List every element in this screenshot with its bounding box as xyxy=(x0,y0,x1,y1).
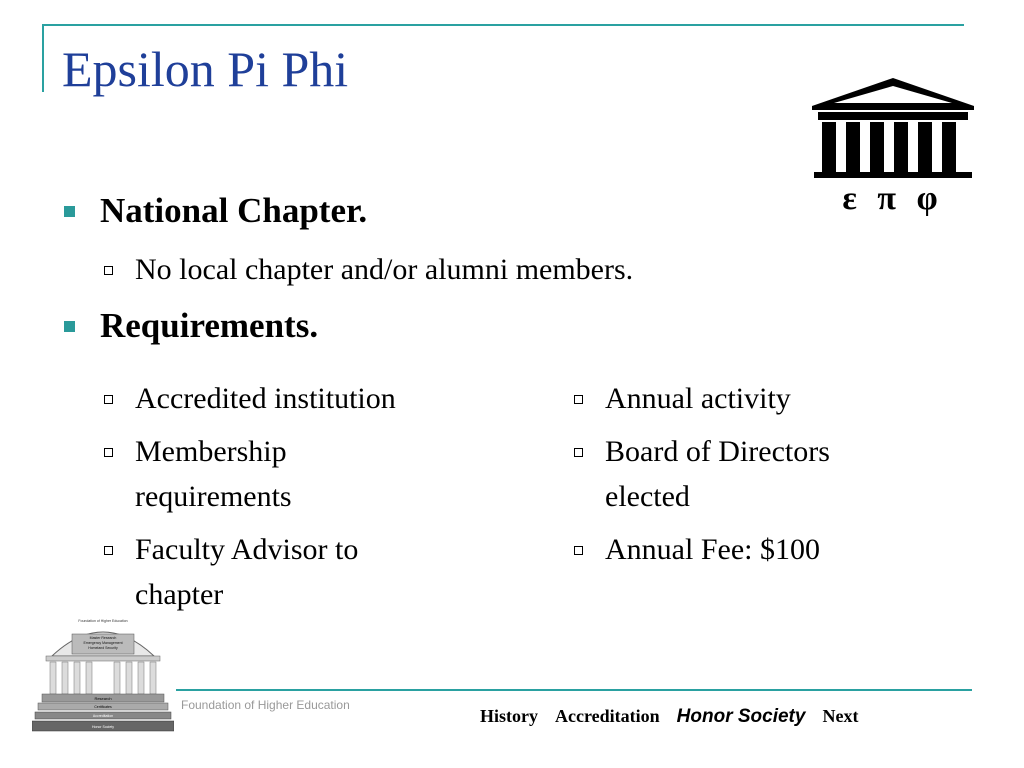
left-rule xyxy=(42,24,44,92)
nav-accreditation-link[interactable]: Accreditation xyxy=(555,706,660,726)
building-level-text: Master Research xyxy=(89,636,117,640)
list-item xyxy=(104,247,804,292)
nav-next-link[interactable]: Next xyxy=(822,706,859,726)
building-level-text: Foundation of Higher Education xyxy=(78,619,128,623)
building-level-text: Honor Society xyxy=(92,725,114,729)
hollow-square-bullet-icon xyxy=(104,546,113,555)
square-bullet-icon xyxy=(64,206,75,217)
building-level-text: Accreditation xyxy=(92,714,114,718)
hollow-square-bullet-icon xyxy=(574,395,583,404)
bullet-requirements xyxy=(64,306,318,346)
building-level-text: Research xyxy=(94,696,112,701)
hollow-square-bullet-icon xyxy=(104,266,113,275)
list-item xyxy=(574,376,974,421)
bottom-rule xyxy=(176,689,972,691)
hollow-square-bullet-icon xyxy=(574,546,583,555)
building-level-text: Emergency Management xyxy=(83,641,123,645)
list-item xyxy=(104,376,504,421)
building-level-text: Homeland Security xyxy=(88,646,118,650)
list-item-text: Accredited institution xyxy=(135,382,396,415)
footer-text: Foundation of Higher Education xyxy=(181,698,350,712)
list-item-text: No local chapter and/or alumni members. xyxy=(135,253,634,286)
footer-nav xyxy=(480,706,875,728)
bullet-label: Requirements. xyxy=(100,306,319,345)
hollow-square-bullet-icon xyxy=(104,448,113,457)
list-item xyxy=(574,429,894,519)
nav-history-link[interactable]: History xyxy=(480,706,538,726)
list-item-text: Faculty Advisor to chapter xyxy=(135,533,359,611)
list-item xyxy=(104,429,404,519)
list-item-text: Annual activity xyxy=(605,382,791,415)
nav-honor-society-link[interactable]: Honor Society xyxy=(676,706,806,727)
hollow-square-bullet-icon xyxy=(574,448,583,457)
list-item-text: Board of Directors elected xyxy=(605,435,830,513)
list-item xyxy=(104,527,434,617)
slide-title: Epsilon Pi Phi xyxy=(62,41,349,97)
bullet-label: National Chapter. xyxy=(100,191,368,230)
top-rule xyxy=(42,24,964,26)
building-level-text: Certificates xyxy=(94,705,112,709)
list-item-text: Annual Fee: $100 xyxy=(605,533,820,566)
bullet-national-chapter xyxy=(64,191,367,231)
building-graphic xyxy=(32,612,174,734)
greek-letters: ε π φ xyxy=(842,180,944,217)
hollow-square-bullet-icon xyxy=(104,395,113,404)
list-item-text: Membership requirements xyxy=(135,435,292,513)
square-bullet-icon xyxy=(64,321,75,332)
list-item xyxy=(574,527,974,572)
